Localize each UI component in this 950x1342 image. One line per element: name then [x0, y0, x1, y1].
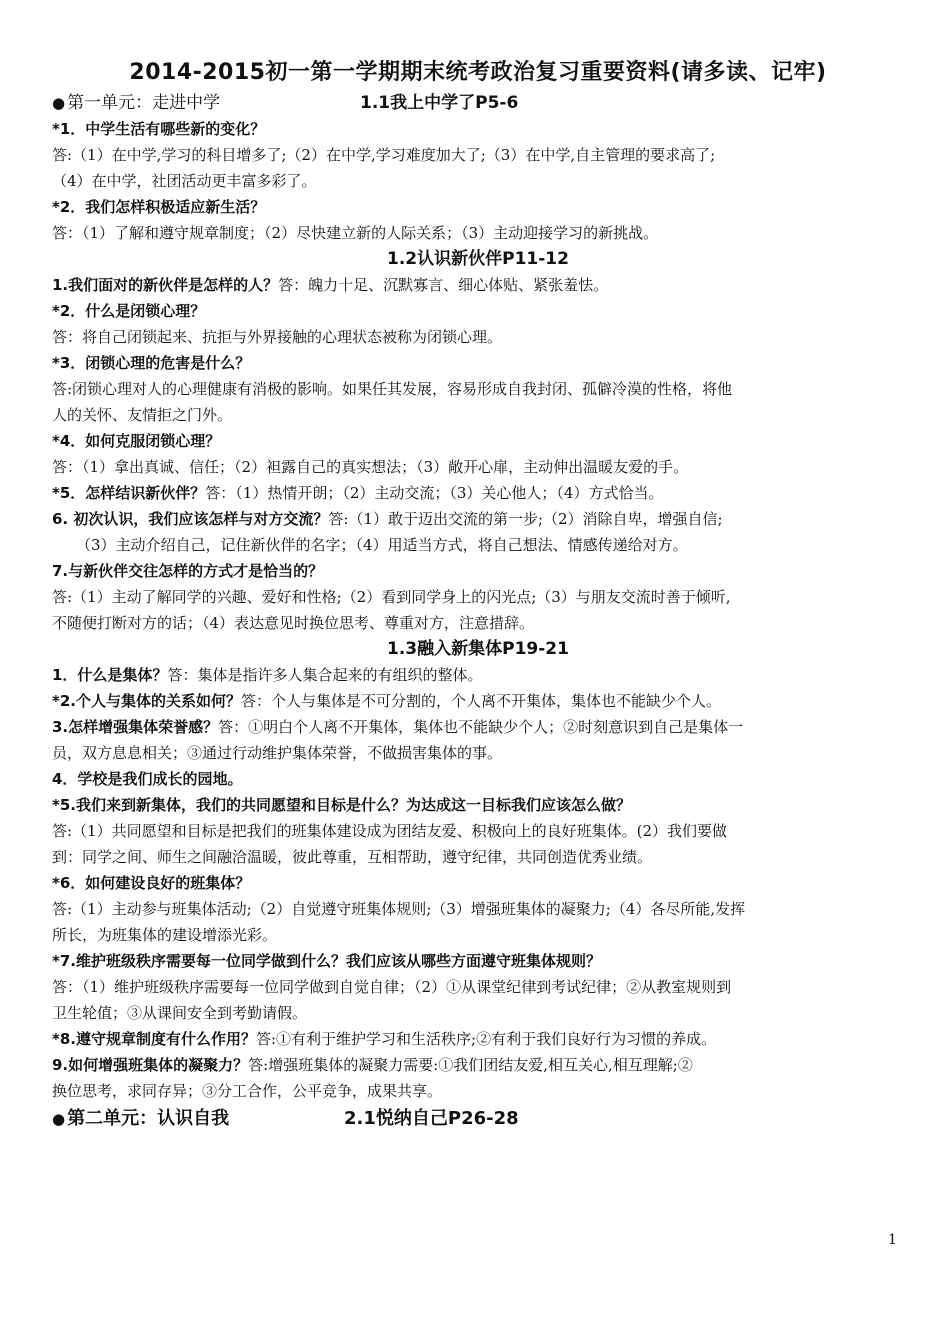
question-1-2-2: *2．什么是闭锁心理？ [52, 302, 206, 320]
answer-text: 答：集体是指许多人集合起来的有组织的整体。 [167, 666, 483, 684]
question-1-3-5: *5.我们来到新集体，我们的共同愿望和目标是什么？为达成这一目标我们应该怎么做？ [52, 796, 631, 814]
statement-1-3-4: 4．学校是我们成长的园地。 [52, 770, 243, 788]
answer-text: 答：个人与集体是不可分割的，个人离不开集体，集体也不能缺少个人。 [240, 692, 721, 710]
answer-text: 答:①有利于维护学习和生活秩序;②有利于我们良好行为习惯的养成。 [255, 1030, 717, 1048]
question-1-3-1 [52, 662, 904, 688]
lesson-1-2-heading: 1.2认识新伙伴P11-12 [387, 249, 569, 269]
question-1-1-2: *2．我们怎样积极适应新生活？ [52, 198, 266, 216]
unit2-label: 第二单元：认识自我 [67, 1108, 230, 1129]
question-text: 9.如何增强班集体的凝聚力？ [52, 1056, 249, 1074]
question-1-2-5 [52, 480, 904, 506]
question-1-2-1 [52, 272, 904, 298]
question-text: 3.怎样增强集体荣誉感？ [52, 718, 219, 736]
answer-text: 答:增强班集体的凝聚力需要:①我们团结友爱,相互关心,相互理解;② [248, 1056, 693, 1074]
answer-1-2-3-line2: 人的关怀、友情拒之门外。 [52, 406, 233, 424]
answer-1-3-5-line1: 答:（1）共同愿望和目标是把我们的班集体建设成为团结友爱、积极向上的良好班集体。(2）我们要做 [52, 822, 727, 840]
question-text: *2.个人与集体的关系如何？ [52, 692, 241, 710]
answer-1-2-4: 答：（1）拿出真诚、信任；（2）袒露自己的真实想法；（3）敞开心扉，主动伸出温暖友爱的手。 [52, 458, 689, 476]
answer-1-2-3-line1: 答:闭锁心理对人的心理健康有消极的影响。如果任其发展，容易形成自我封闭、孤僻冷漠的性格，将他 [52, 380, 733, 398]
question-1-2-6 [52, 506, 904, 532]
answer-1-1-1-line2: （4）在中学，社团活动更丰富多彩了。 [52, 172, 317, 190]
question-text: *5．怎样结识新伙伴？ [52, 484, 206, 502]
answer-text: 答:（1）敢于迈出交流的第一步;（2）消除自卑，增强自信; [328, 510, 723, 528]
document-title: 2014-2015初一第一学期期末统考政治复习重要资料(请多读、记牢) [129, 60, 827, 85]
unit2-heading [52, 1104, 904, 1134]
question-1-3-3 [52, 714, 904, 740]
answer-1-3-9-line2: 换位思考，求同存异；③分工合作，公平竞争，成果共享。 [52, 1082, 443, 1100]
question-text: 1.我们面对的新伙伴是怎样的人？ [52, 276, 279, 294]
question-1-3-7: *7.维护班级秩序需要每一位同学做到什么？我们应该从哪些方面遵守班集体规则？ [52, 952, 601, 970]
question-1-1-1: *1．中学生活有哪些新的变化？ [52, 120, 266, 138]
answer-1-3-6-line2: 所长，为班集体的建设增添光彩。 [52, 926, 278, 944]
answer-1-2-7-line2: 不随便打断对方的话；（4）表达意见时换位思考、尊重对方，注意措辞。 [52, 614, 535, 632]
answer-text: 答：①明白个人离不开集体，集体也不能缺少个人；②时刻意识到自己是集体一 [218, 718, 744, 736]
question-1-3-8 [52, 1026, 904, 1052]
page-number: 1 [888, 1232, 897, 1248]
question-text: *8.遵守规章制度有什么作用？ [52, 1030, 256, 1048]
unit1-label: 第一单元：走进中学 [67, 93, 221, 113]
question-1-2-7: 7.与新伙伴交往怎样的方式才是恰当的？ [52, 562, 324, 580]
question-text: 6. 初次认识，我们应该怎样与对方交流？ [52, 510, 329, 528]
answer-1-3-6-line1: 答:（1）主动参与班集体活动;（2）自觉遵守班集体规则;（3）增强班集体的凝聚力;（4）各尽所能,发挥 [52, 900, 746, 918]
bullet-icon: ● [52, 1110, 66, 1128]
question-1-2-3: *3．闭锁心理的危害是什么？ [52, 354, 251, 372]
answer-1-1-2: 答：（1）了解和遵守规章制度；（2）尽快建立新的人际关系；（3）主动迎接学习的新挑战。 [52, 224, 659, 242]
answer-1-3-7-line1: 答：（1）维护班级秩序需要每一位同学做到自觉自律；（2）①从课堂纪律到考试纪律；②从教室规则到 [52, 978, 732, 996]
answer-1-2-2: 答：将自己闭锁起来、抗拒与外界接触的心理状态被称为闭锁心理。 [52, 328, 503, 346]
answer-1-2-6-line2: （3）主动介绍自己，记住新伙伴的名字；（4）用适当方式，将自己想法、情感传递给对方。 [76, 536, 688, 554]
answer-1-3-3-line2: 员，双方息息相关；③通过行动维护集体荣誉，不做损害集体的事。 [52, 744, 503, 762]
bullet-icon: ● [52, 94, 66, 112]
lesson-2-1-heading: 2.1悦纳自己P26-28 [344, 1108, 519, 1129]
lesson-1-1-heading: 1.1我上中学了P5-6 [360, 93, 519, 113]
question-1-3-2 [52, 688, 904, 714]
document-page [52, 56, 904, 1134]
answer-1-2-7-line1: 答:（1）主动了解同学的兴趣、爱好和性格;（2）看到同学身上的闪光点;（3）与朋友交流时善于倾听, [52, 588, 731, 606]
answer-1-3-5-line2: 到：同学之间、师生之间融洽温暖，彼此尊重，互相帮助，遵守纪律，共同创造优秀业绩。 [52, 848, 653, 866]
answer-1-1-1-line1: 答:（1）在中学,学习的科目增多了;（2）在中学,学习难度加大了;（3）在中学,自主管理的要求高了; [52, 146, 716, 164]
unit1-heading [52, 90, 904, 116]
answer-1-3-7-line2: 卫生轮值；③从课间安全到考勤请假。 [52, 1004, 308, 1022]
question-1-3-9 [52, 1052, 904, 1078]
answer-text: 答：（1）热情开朗；（2）主动交流；（3）关心他人；（4）方式恰当。 [205, 484, 664, 502]
question-text: 1．什么是集体？ [52, 666, 168, 684]
answer-text: 答：魄力十足、沉默寡言、细心体贴、紧张羞怯。 [278, 276, 609, 294]
lesson-1-3-heading: 1.3融入新集体P19-21 [387, 639, 569, 659]
question-1-3-6: *6．如何建设良好的班集体？ [52, 874, 251, 892]
question-1-2-4: *4．如何克服闭锁心理？ [52, 432, 221, 450]
